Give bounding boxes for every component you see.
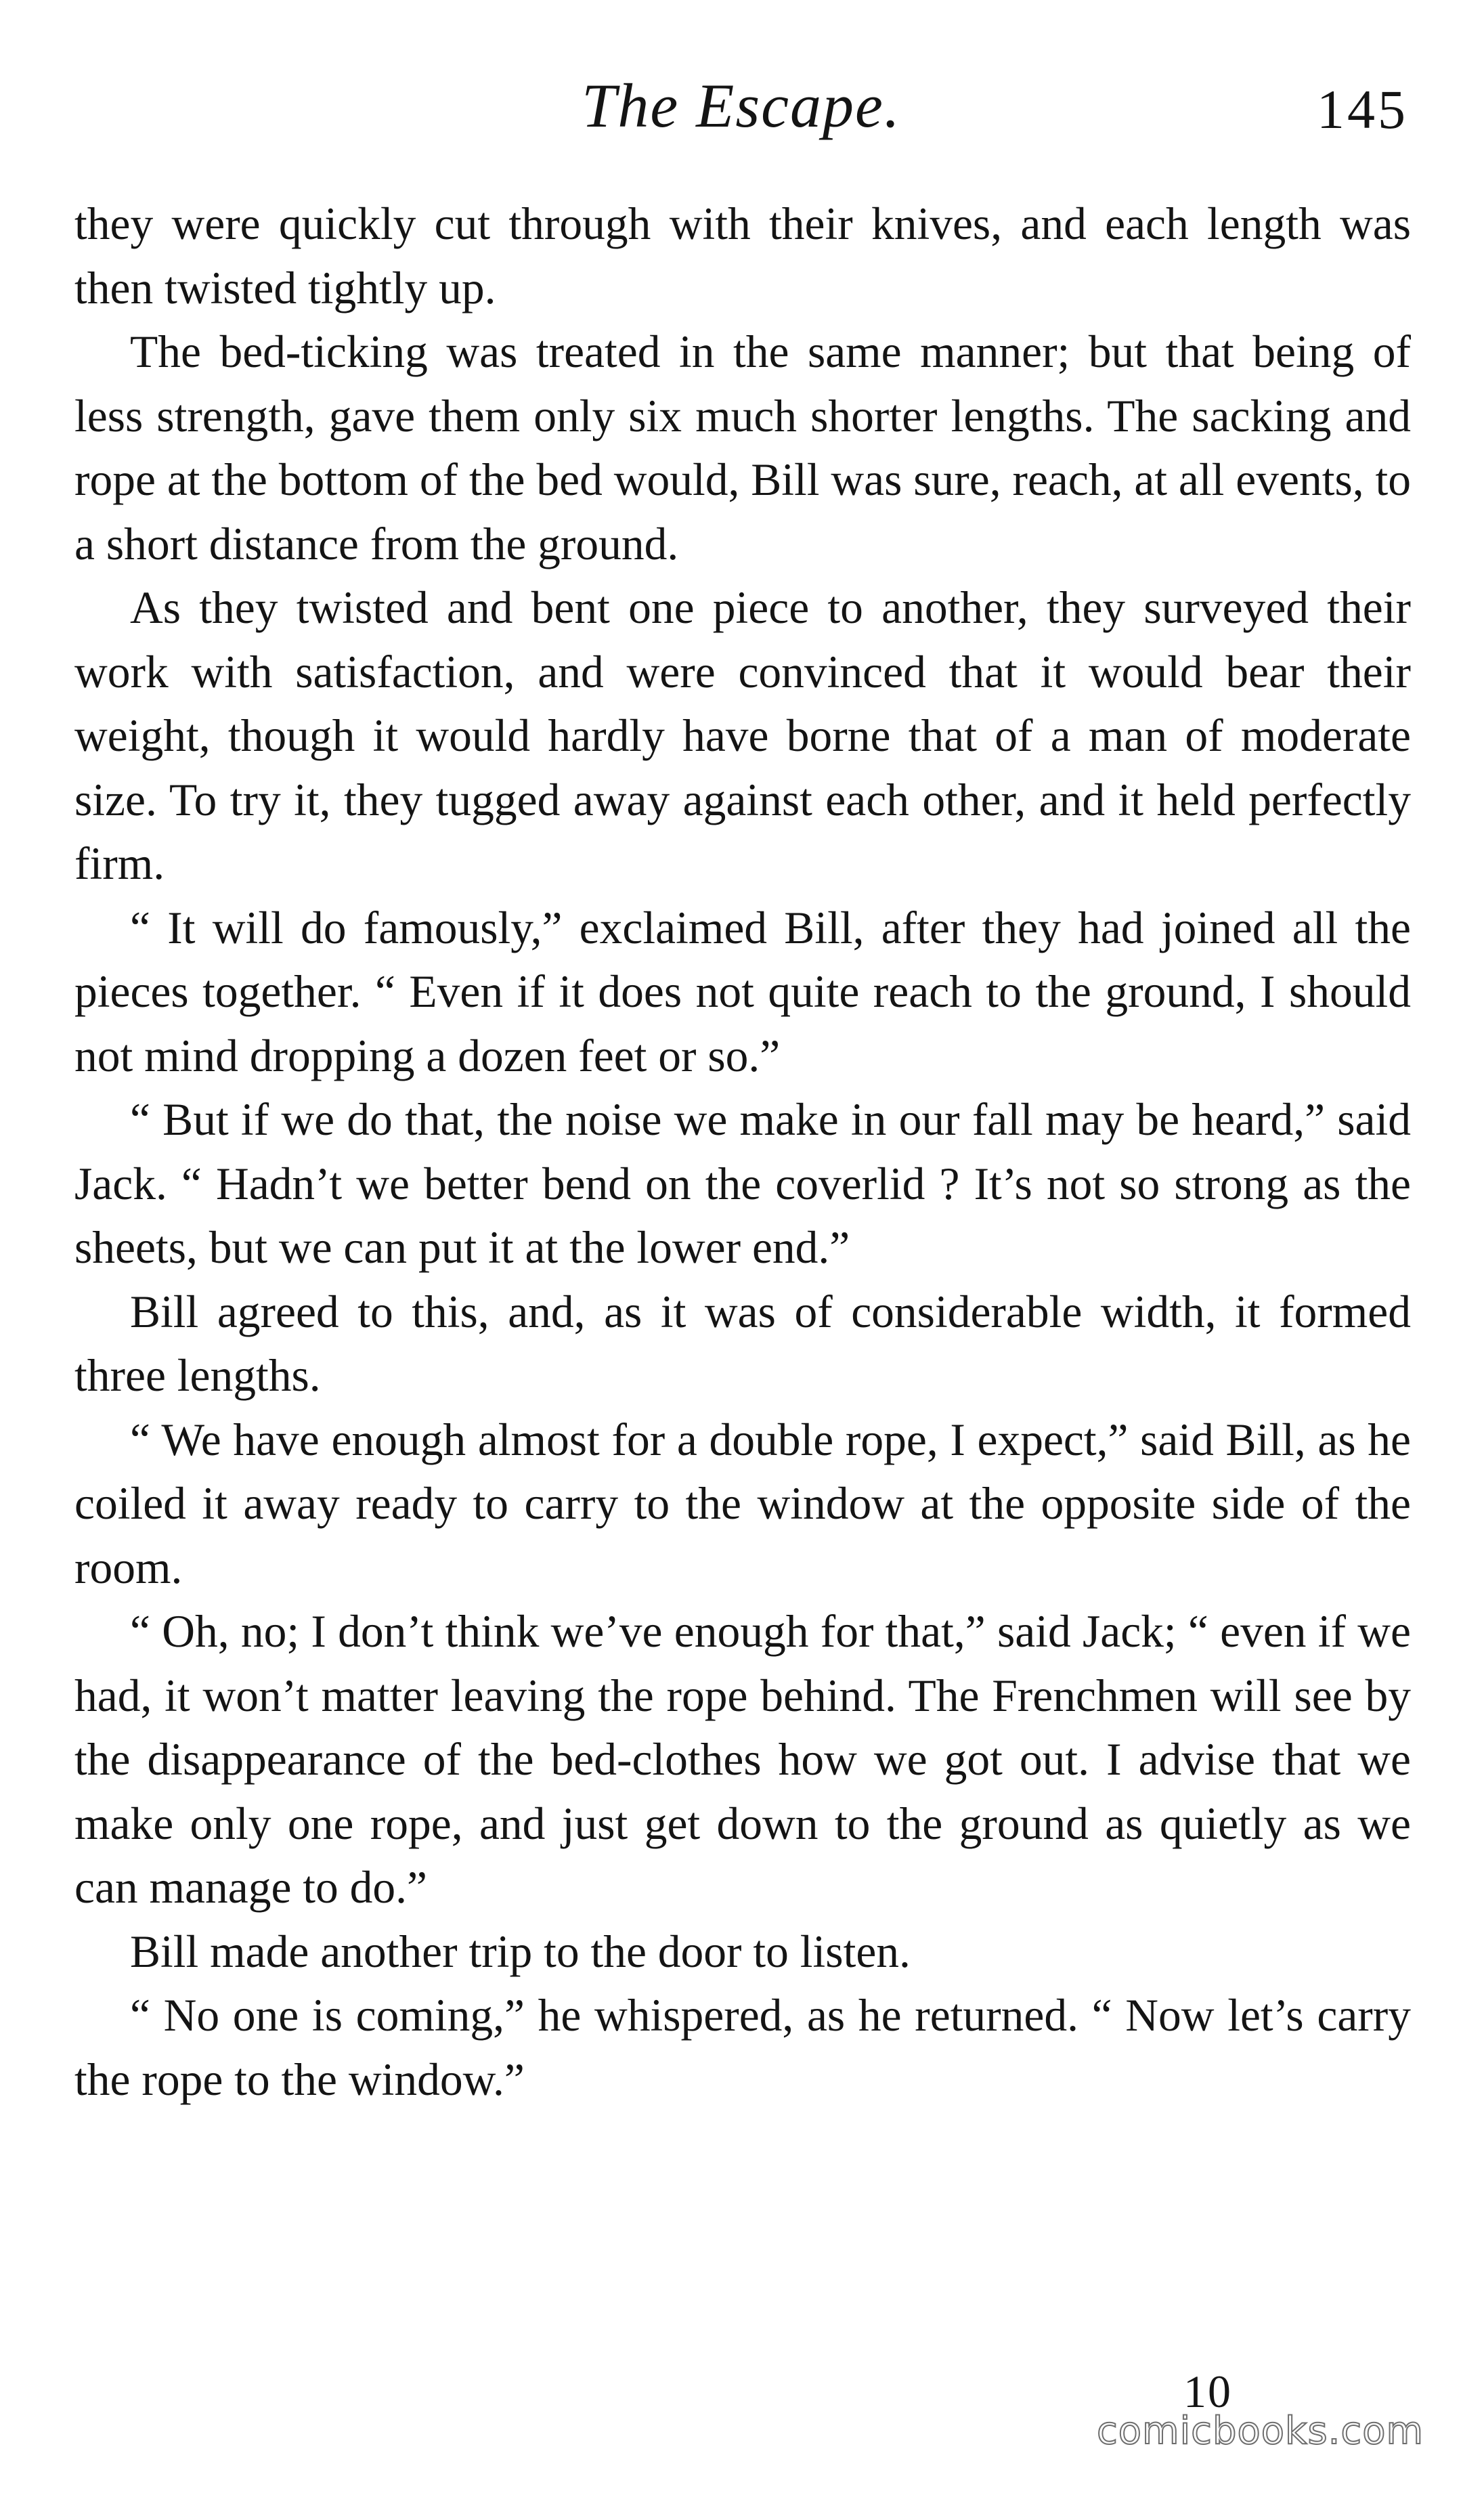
- page-number: 145: [1317, 79, 1408, 140]
- paragraph: “ We have enough almost for a double rope, I expect,” said Bill, as he coiled it away ready to carry to the window at the opposite side of the room.: [74, 1414, 1411, 1593]
- body-text: [74, 192, 1411, 2112]
- paragraph: Bill agreed to this, and, as it was of considerable width, it formed three lengths.: [74, 1286, 1411, 1401]
- paragraph: “ No one is coming,” he whispered, as he returned. “ Now let’s carry the rope to the window.”: [74, 1990, 1411, 2105]
- paragraph: “ It will do famously,” exclaimed Bill, after they had joined all the pieces together. “ Even if it does not quite reach to the ground, I should not mind dropping a dozen feet or so.”: [74, 902, 1411, 1081]
- running-title: The Escape.: [582, 71, 901, 140]
- paragraph: The bed-ticking was treated in the same manner; but that being of less strength, gave them only six much shorter lengths. The sacking and rope at the bottom of the bed would, Bill was sure, reach, at all events, to a short distance from the ground.: [74, 326, 1411, 569]
- paragraph: As they twisted and bent one piece to another, they surveyed their work with satisfaction, and were convinced that it would bear their weight, though it would hardly have borne that of a man of moderate size. To try it, they tugged away against each other, and it held perfectly firm.: [74, 582, 1411, 889]
- watermark: comicbooks.com: [1097, 2409, 1424, 2453]
- paragraph: “ But if we do that, the noise we make in our fall may be heard,” said Jack. “ Hadn’t we better bend on the coverlid ? It’s not so strong as the sheets, but we can put it at the lower end.”: [74, 1094, 1411, 1273]
- paragraph: Bill made another trip to the door to listen.: [130, 1926, 911, 1977]
- paragraph: “ Oh, no; I don’t think we’ve enough for that,” said Jack; “ even if we had, it won’t matter leaving the rope behind. The Frenchmen will see by the disappearance of the bed-clothes how we got out. I advise that we make only one rope, and just get down to the ground as quietly as we can manage to do.”: [74, 1606, 1411, 1913]
- running-head: [74, 65, 1408, 146]
- signature-mark: 10: [1183, 2366, 1232, 2417]
- paragraph-continuation: they were quickly cut through with their knives, and each length was then twisted tightly up.: [74, 198, 1411, 313]
